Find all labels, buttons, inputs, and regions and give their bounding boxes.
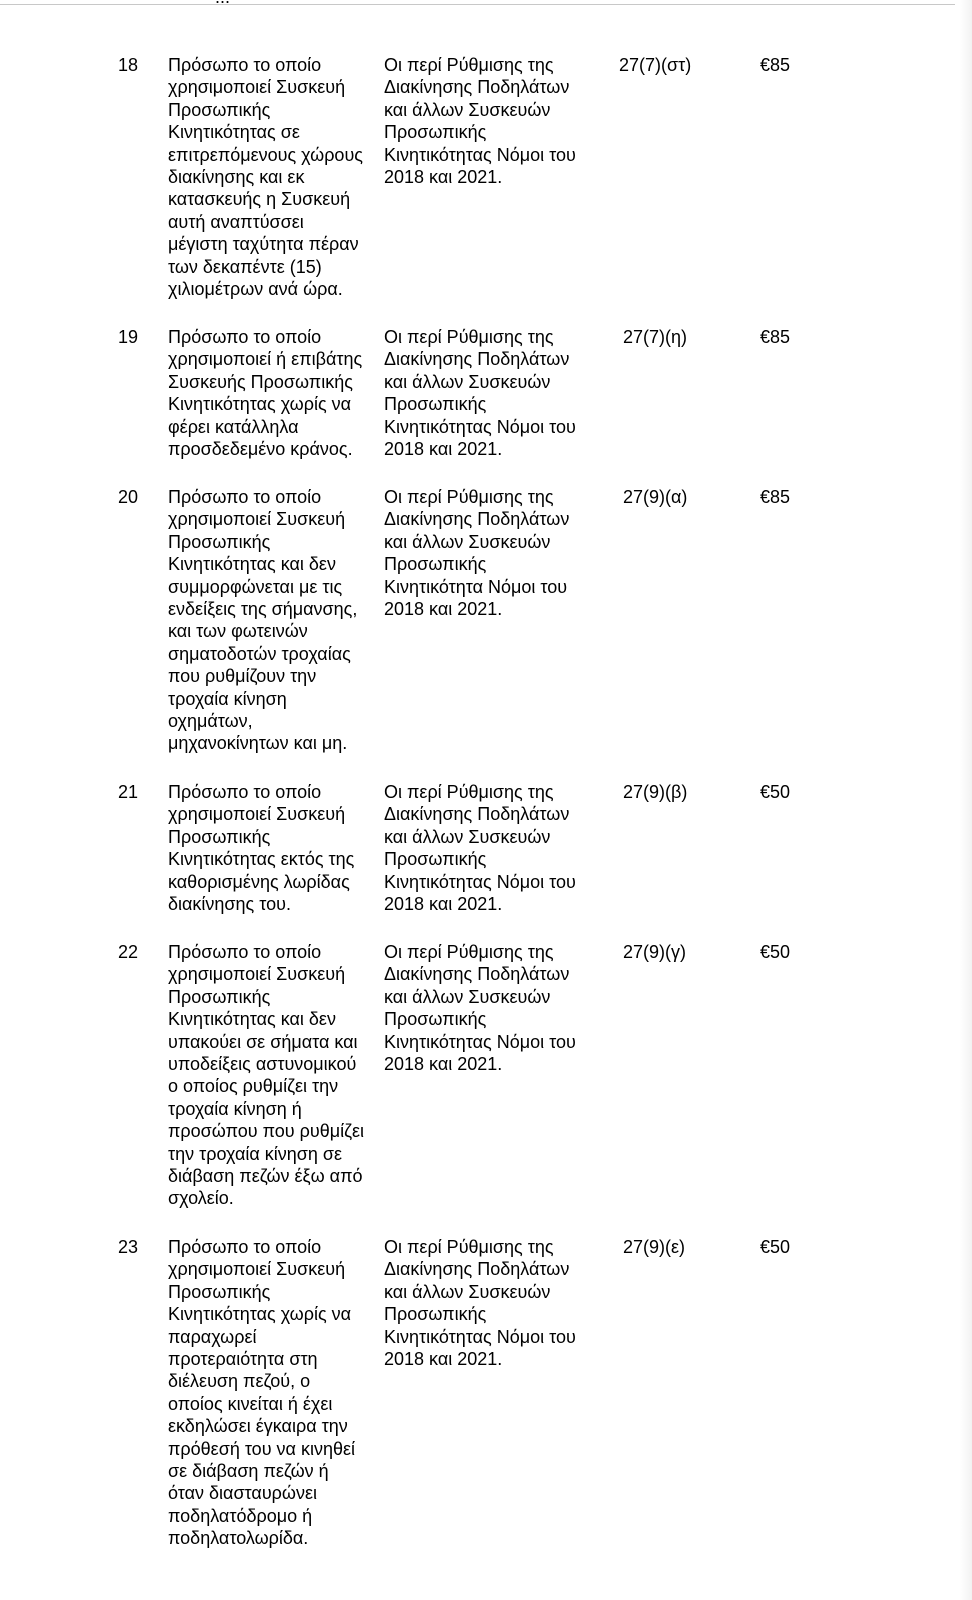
offences-table [0,54,972,1566]
offence-number: 19 [118,327,139,347]
table-row-22 [0,941,972,1236]
fine-amount: €50 [760,782,791,802]
fine-amount: €85 [760,487,791,507]
applicable-law: Οι περί Ρύθμισης της Διακίνησης Ποδηλάτων και άλλων Συσκευών Προσωπικής Κινητικότητα Νόμοι του 2018 και 2021. [384,487,570,620]
table-row-19 [0,326,972,486]
fine-amount: €50 [760,942,791,962]
law-article: 27(9)(ε) [623,1237,686,1257]
law-article: 27(9)(α) [623,487,688,507]
applicable-law: Οι περί Ρύθμισης της Διακίνησης Ποδηλάτων και άλλων Συσκευών Προσωπικής Κινητικότητας Νόμοι του 2018 και 2021. [384,782,576,915]
fine-amount: €50 [760,1237,791,1257]
offence-description: Πρόσωπο το οποίο χρησιμοποιεί Συσκευή Προσωπικής Κινητικότητας σε επιτρεπόμενους χώρους διακίνησης και εκ κατασκευής η Συσκευή αυτή αναπτύσσει μέγιστη ταχύτητα πέραν των δεκαπέντε (15) χιλιομέτρων ανά ώρα. [168,55,363,300]
law-article: 27(9)(γ) [623,942,687,962]
fine-amount: €85 [760,327,791,347]
offence-number: 20 [118,487,139,507]
offence-number: 18 [118,55,139,75]
applicable-law: Οι περί Ρύθμισης της Διακίνησης Ποδηλάτων και άλλων Συσκευών Προσωπικής Κινητικότητας Νόμοι του 2018 και 2021. [384,55,576,188]
table-row-18 [0,54,972,326]
offence-description: Πρόσωπο το οποίο χρησιμοποιεί Συσκευή Προσωπικής Κινητικότητας και δεν υπακούει σε σήματα και υποδείξεις αστυνομικού ο οποίος ρυθμίζει την τροχαία κίνηση ή προσώπου που ρυθμίζει την τροχαία κίνηση σε διάβαση πεζών έξω από σχολείο. [168,942,365,1209]
table-row-20 [0,486,972,781]
cut-off-text-fragment [215,0,230,8]
offence-description: Πρόσωπο το οποίο χρησιμοποιεί Συσκευή Προσωπικής Κινητικότητας χωρίς να παραχωρεί προτεραιότητα στη διέλευση πεζού, ο οποίος κινείται ή έχει εκδηλώσει έγκαιρα την πρόθεσή του να κινηθεί σε διάβαση πεζών ή όταν διασταυρώνει ποδηλατόδρομο ή ποδηλατολωρίδα. [168,1237,355,1549]
offence-description: Πρόσωπο το οποίο χρησιμοποιεί Συσκευή Προσωπικής Κινητικότητας εκτός της καθορισμένης λωρίδας διακίνησης του. [168,782,355,915]
offence-number: 22 [118,942,139,962]
fine-amount: €85 [760,55,791,75]
offence-description: Πρόσωπο το οποίο χρησιμοποιεί Συσκευή Προσωπικής Κινητικότητας και δεν συμμορφώνεται με τις ενδείξεις της σήμανσης, και των φωτεινών σηματοδοτών τροχαίας που ρυθμίζουν την τροχαία κίνηση οχημάτων, μηχανοκίνητων και μη. [168,487,358,754]
applicable-law: Οι περί Ρύθμισης της Διακίνησης Ποδηλάτων και άλλων Συσκευών Προσωπικής Κινητικότητας Νόμοι του 2018 και 2021. [384,942,576,1075]
applicable-law: Οι περί Ρύθμισης της Διακίνησης Ποδηλάτων και άλλων Συσκευών Προσωπικής Κινητικότητας Νόμοι του 2018 και 2021. [384,1237,576,1370]
previous-page-edge [0,0,972,14]
offence-number: 23 [118,1237,139,1257]
law-article: 27(7)(στ) [619,55,692,75]
table-row-21 [0,781,972,941]
law-article: 27(9)(β) [623,782,688,802]
applicable-law: Οι περί Ρύθμισης της Διακίνησης Ποδηλάτων και άλλων Συσκευών Προσωπικής Κινητικότητας Νόμοι του 2018 και 2021. [384,327,576,460]
offence-description: Πρόσωπο το οποίο χρησιμοποιεί ή επιβάτης Συσκευής Προσωπικής Κινητικότητας χωρίς να φέρει κατάλληλα προσδεδεμένο κράνος. [168,327,363,460]
offence-number: 21 [118,782,139,802]
page-separator-line [0,4,955,5]
law-article: 27(7)(η) [623,327,688,347]
table-row-23 [0,1236,972,1566]
